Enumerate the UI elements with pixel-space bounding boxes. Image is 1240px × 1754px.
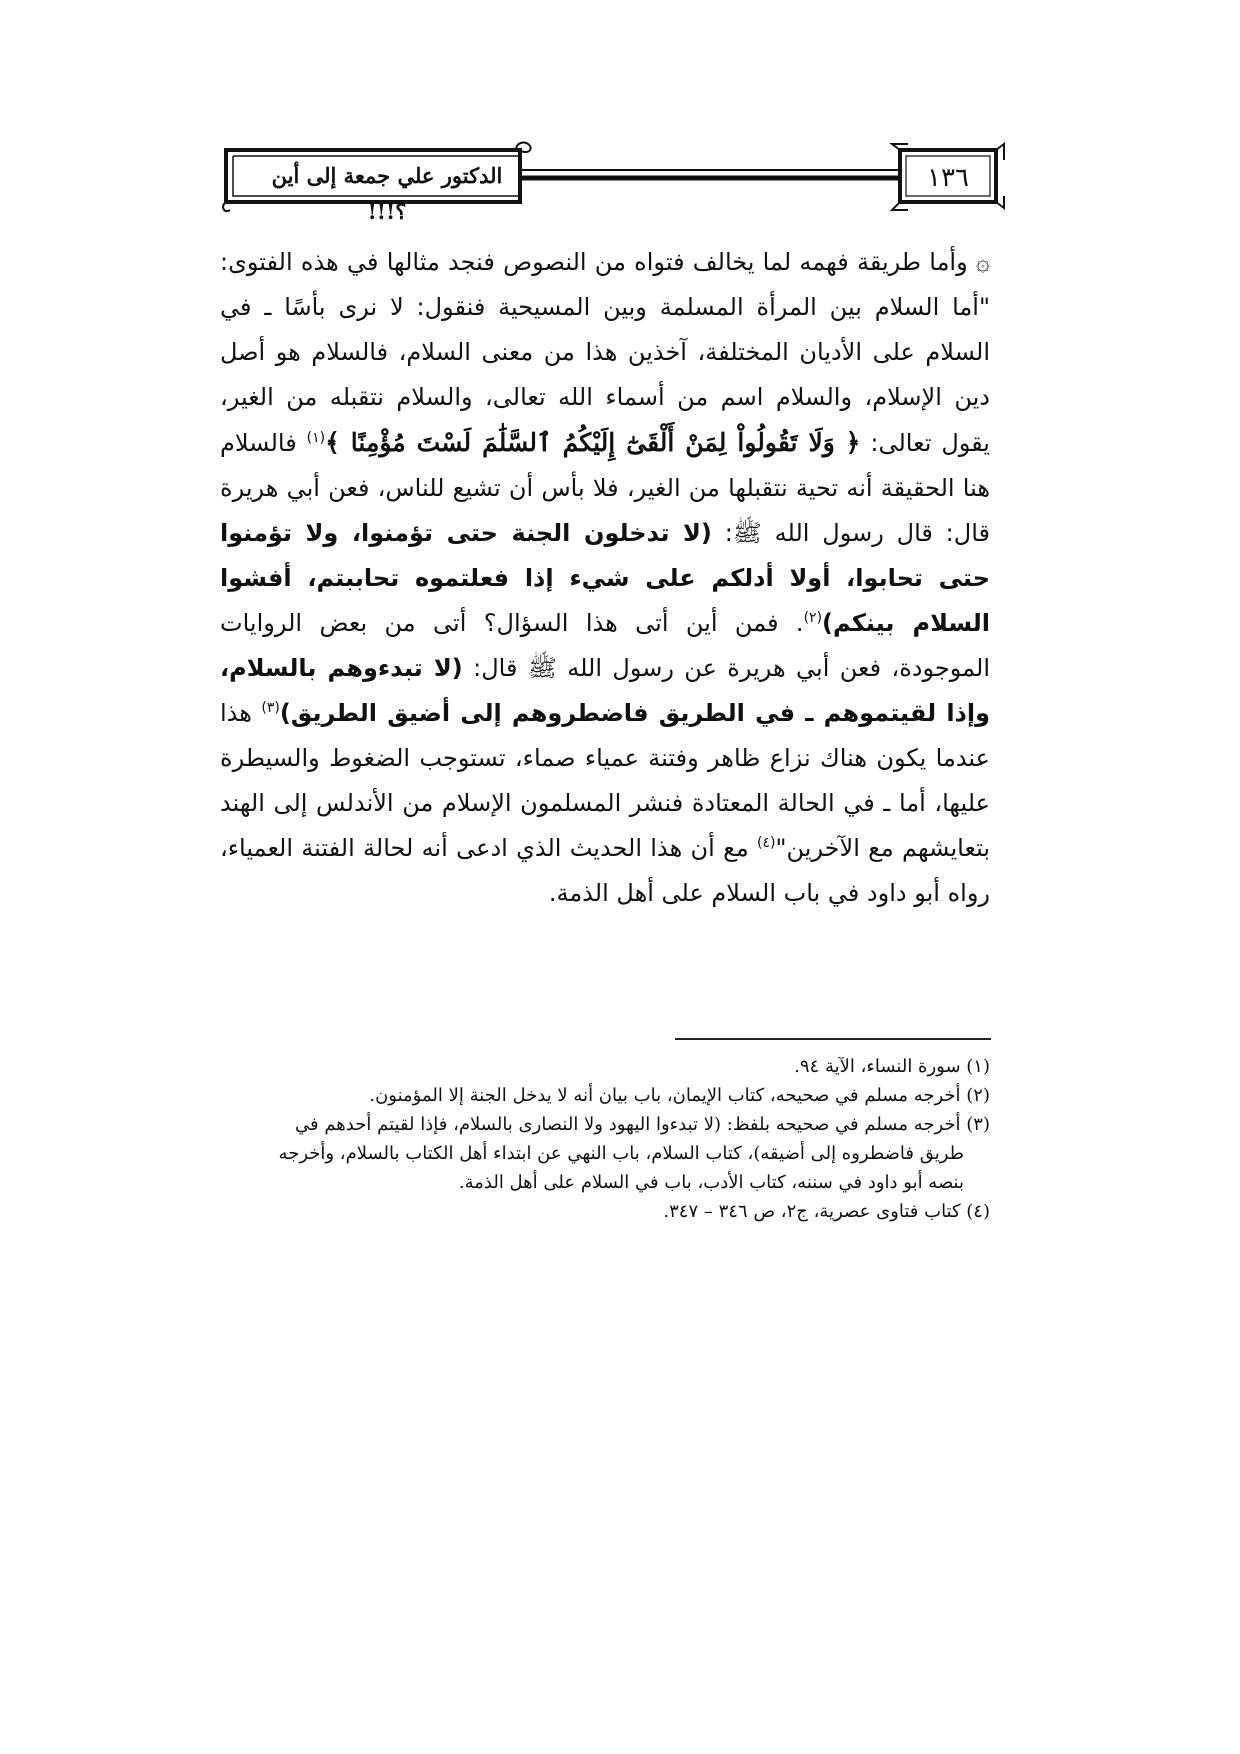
page-number: ١٣٦ [927, 163, 969, 193]
footnote-1: (١) سورة النساء، الآية ٩٤. [794, 1056, 990, 1077]
footnote-3: (٣) أخرجه مسلم في صحيحه بلفظ: (لا تبدءوا اليهود ولا النصارى بالسلام، فإذا لقيتم أحدهم في [295, 1114, 990, 1135]
footnote-ref-2[interactable]: (٢) [803, 610, 823, 626]
footnote-3-line-2: طريق فاضطروه إلى أضيقه)، كتاب السلام، باب النهي عن ابتداء أهل الكتاب بالسلام، وأخرجه [278, 1143, 964, 1164]
footnote-ref-4[interactable]: (٤) [756, 835, 776, 851]
hadith-quote-2: (لا تبدءوهم بالسلام، وإذا لقيتموهم ـ في الطريق فاضطروهم إلى أضيق الطريق) [220, 654, 991, 727]
text-context: هذا عندما يكون هناك نزاع ظاهر وفتنة عمياء صماء، تستوجب الضغوط والسيطرة عليها، أما ـ في الحالة المعتادة فنشر المسلمون الإسلام من الأندلس إلى الهند بتعايشهم مع الآخرين" [220, 699, 990, 862]
footnote-4: (٤) كتاب فتاوى عصرية، ج٢، ص ٣٤٦ – ٣٤٧. [663, 1201, 990, 1222]
footnotes [220, 1052, 990, 1226]
footnote-3-line-3: بنصه أبو داود في سننه، كتاب الأدب، باب في السلام على أهل الذمة. [458, 1172, 964, 1193]
running-title: الدكتور علي جمعة إلى أين ؟!!! [271, 163, 503, 224]
text-conclusion: مع أن هذا الحديث الذي ادعى أنه لحالة الفتنة العمياء، رواه أبو داود في باب السلام على أهل الذمة. [220, 834, 990, 907]
footnote-2: (٢) أخرجه مسلم في صحيحه، كتاب الإيمان، باب بيان أنه لا يدخل الجنة إلا المؤمنون. [369, 1085, 990, 1106]
main-text [220, 240, 990, 916]
footnote-separator [675, 1038, 991, 1040]
hadith-quote-1: (لا تدخلون الجنة حتى تؤمنوا، ولا تؤمنوا حتى تحابوا، أولا أدلكم على شيء إذا فعلتموه تحاببتم، أفشوا السلام بينكم) [220, 519, 990, 637]
text-intro: ۞ وأما طريقة فهمه لما يخالف فتواه من النصوص فنجد مثالها في هذه الفتوى: "أما السلام بين المرأة المسلمة وبين المسيحية فنقول: لا نرى بأسًا ـ في السلام على الأديان المختلفة، آخذين هذا من معنى السلام، فالسلام هو أصل دين الإسلام، والسلام اسم من أسماء الله تعالى، والسلام نتقبله من الغير، يقول تعالى: [220, 248, 990, 457]
footnote-ref-1[interactable]: (١) [306, 430, 326, 446]
footnote-ref-3[interactable]: (٣) [261, 700, 280, 716]
text-question: . فمن أين أتى هذا السؤال؟ أتى من بعض الروايات الموجودة، فعن أبي هريرة عن رسول الله ﷺ قال: [220, 609, 990, 682]
text-after-verse: فالسلام هنا الحقيقة أنه تحية نتقبلها من الغير، فلا بأس أن تشيع للناس، فعن أبي هريرة قال: قال رسول الله ﷺ: [220, 429, 990, 547]
main-paragraph [220, 240, 990, 916]
quran-verse: ﴿ وَلَا تَقُولُواْ لِمَنْ أَلْقَىٰٓ إِلَيْكُمُ ٱلسَّلَٰمَ لَسْتَ مُؤْمِنًا ﴾ [325, 428, 861, 457]
